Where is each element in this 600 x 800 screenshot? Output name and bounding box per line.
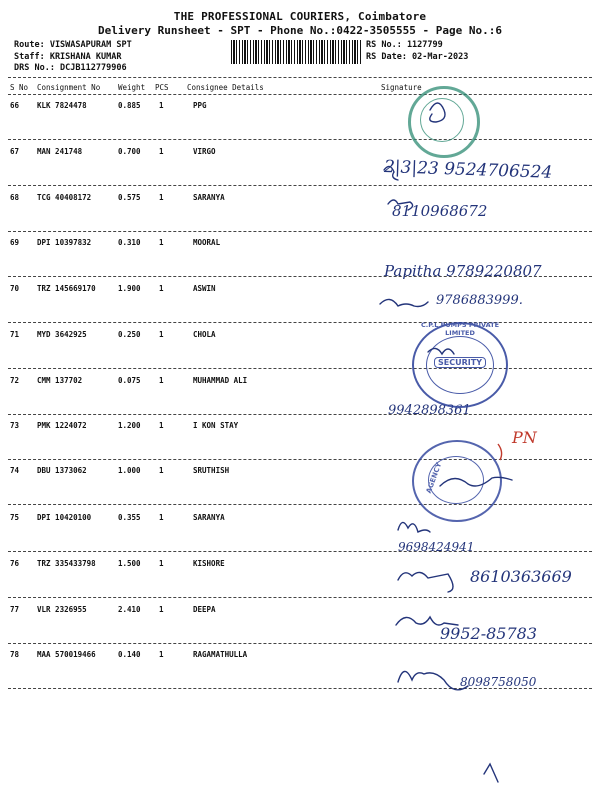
drs-number: DRS No.: DCJB112779906	[14, 63, 127, 73]
stamp-security-text: SECURITY	[434, 357, 486, 368]
scribble-75	[398, 522, 430, 532]
signature-76: 8610363669	[470, 567, 572, 586]
row-pcs: 1	[159, 650, 164, 659]
scribble-74	[440, 477, 512, 486]
row-weight: 0.310	[118, 238, 141, 247]
scribble-68	[388, 200, 413, 210]
row-sno: 78	[10, 650, 20, 659]
row-consignee: I KON STAY	[193, 421, 239, 430]
row-weight: 0.250	[118, 330, 141, 339]
signature-73: PN	[512, 428, 537, 447]
row-weight: 0.700	[118, 147, 141, 156]
row-sno: 72	[10, 376, 20, 385]
row-consignee: MOORAL	[193, 238, 221, 247]
col-header-signature: Signature	[381, 83, 422, 92]
row-consignee: ASWIN	[193, 284, 216, 293]
row-sno: 77	[10, 605, 20, 614]
row-consignee: PPG	[193, 101, 207, 110]
col-header-consignee: Consignee Details	[187, 83, 264, 92]
scribble-67	[384, 166, 398, 180]
row-consignment-no: DPI 10397832	[37, 238, 92, 247]
bottom-tick-mark	[484, 764, 498, 782]
signature-67: 2|3|23 9524706524	[383, 157, 553, 183]
row-consignment-no: PMK 1224072	[37, 421, 87, 430]
row-pcs: 1	[159, 284, 164, 293]
row-weight: 0.140	[118, 650, 141, 659]
row-weight: 0.575	[118, 193, 141, 202]
row-pcs: 1	[159, 421, 164, 430]
row-pcs: 1	[159, 559, 164, 568]
row-consignee: SARANYA	[193, 193, 225, 202]
signature-75: 9698424941	[398, 540, 475, 554]
signature-72: 9942898361	[388, 403, 471, 418]
route-label: Route: VISWASAPURAM SPT	[14, 40, 132, 50]
row-weight: 1.500	[118, 559, 141, 568]
row-sno: 68	[10, 193, 20, 202]
row-pcs: 1	[159, 605, 164, 614]
col-header-pcs: PCS	[155, 83, 169, 92]
row-consignment-no: MYD 3642925	[37, 330, 87, 339]
runsheet-title: THE PROFESSIONAL COURIERS, Coimbatore	[173, 10, 427, 23]
row-weight: 1.900	[118, 284, 141, 293]
row-consignment-no: KLK 7824478	[37, 101, 87, 110]
row-consignee: MUHAMMAD ALI	[193, 376, 248, 385]
signature-68: 8110968672	[392, 202, 488, 220]
col-header-weight: Weight	[118, 83, 146, 92]
col-header-consignment: Consignment No	[37, 83, 101, 92]
row-consignee: CHOLA	[193, 330, 216, 339]
row-sno: 73	[10, 421, 20, 430]
row-sno: 67	[10, 147, 20, 156]
rs-date: RS Date: 02-Mar-2023	[366, 52, 469, 62]
row-consignee: VIRGO	[193, 147, 216, 156]
row-consignment-no: MAN 241748	[37, 147, 83, 156]
row-sno: 70	[10, 284, 20, 293]
row-consignee: DEEPA	[193, 605, 216, 614]
scribble-76	[398, 572, 453, 592]
row-weight: 0.885	[118, 101, 141, 110]
signature-70: 9786883999.	[436, 293, 523, 308]
row-consignee: SRUTHISH	[193, 466, 230, 475]
scribble-73	[498, 444, 502, 460]
staff-label: Staff: KRISHANA KUMAR	[14, 52, 122, 62]
row-consignment-no: TRZ 335433798	[37, 559, 96, 568]
row-pcs: 1	[159, 193, 164, 202]
row-pcs: 1	[159, 101, 164, 110]
row-pcs: 1	[159, 466, 164, 475]
row-consignment-no: MAA 570019466	[37, 650, 96, 659]
row-pcs: 1	[159, 513, 164, 522]
signature-78: 8098758050	[460, 675, 537, 689]
row-sno: 69	[10, 238, 20, 247]
row-consignment-no: CMM 137702	[37, 376, 83, 385]
row-sno: 74	[10, 466, 20, 475]
row-pcs: 1	[159, 376, 164, 385]
row-weight: 0.075	[118, 376, 141, 385]
stamp-company-name: C.P.L PUMPS PRIVATE LIMITED	[420, 321, 500, 337]
rs-number: RS No.: 1127799	[366, 40, 443, 50]
signature-77: 9952-85783	[440, 624, 538, 643]
row-pcs: 1	[159, 147, 164, 156]
row-pcs: 1	[159, 238, 164, 247]
row-consignment-no: DPI 10420100	[37, 513, 92, 522]
row-weight: 0.355	[118, 513, 141, 522]
scribble-70	[380, 299, 428, 306]
runsheet-subtitle: Delivery Runsheet - SPT - Phone No.:0422-3505555 - Page No.:6	[98, 24, 502, 37]
scribble-77	[396, 617, 458, 625]
scribble-71	[428, 348, 454, 354]
stamp-agency-text: AGENCY	[424, 461, 444, 495]
row-consignment-no: TCG 40408172	[37, 193, 92, 202]
row-sno: 76	[10, 559, 20, 568]
row-weight: 1.200	[118, 421, 141, 430]
row-consignee: RAGAMATHULLA	[193, 650, 248, 659]
row-sno: 66	[10, 101, 20, 110]
row-sno: 71	[10, 330, 20, 339]
row-consignment-no: DBU 1373062	[37, 466, 87, 475]
row-sno: 75	[10, 513, 20, 522]
row-consignee: KISHORE	[193, 559, 225, 568]
signature-69: Papitha 9789220807	[384, 262, 542, 280]
col-header-sno: S No	[10, 83, 29, 92]
row-consignment-no: VLR 2326955	[37, 605, 87, 614]
row-consignment-no: TRZ 145669170	[37, 284, 96, 293]
row-consignee: SARANYA	[193, 513, 225, 522]
scribble-78	[398, 671, 468, 689]
row-weight: 2.410	[118, 605, 141, 614]
row-weight: 1.000	[118, 466, 141, 475]
row-pcs: 1	[159, 330, 164, 339]
scribble-66	[430, 103, 445, 122]
